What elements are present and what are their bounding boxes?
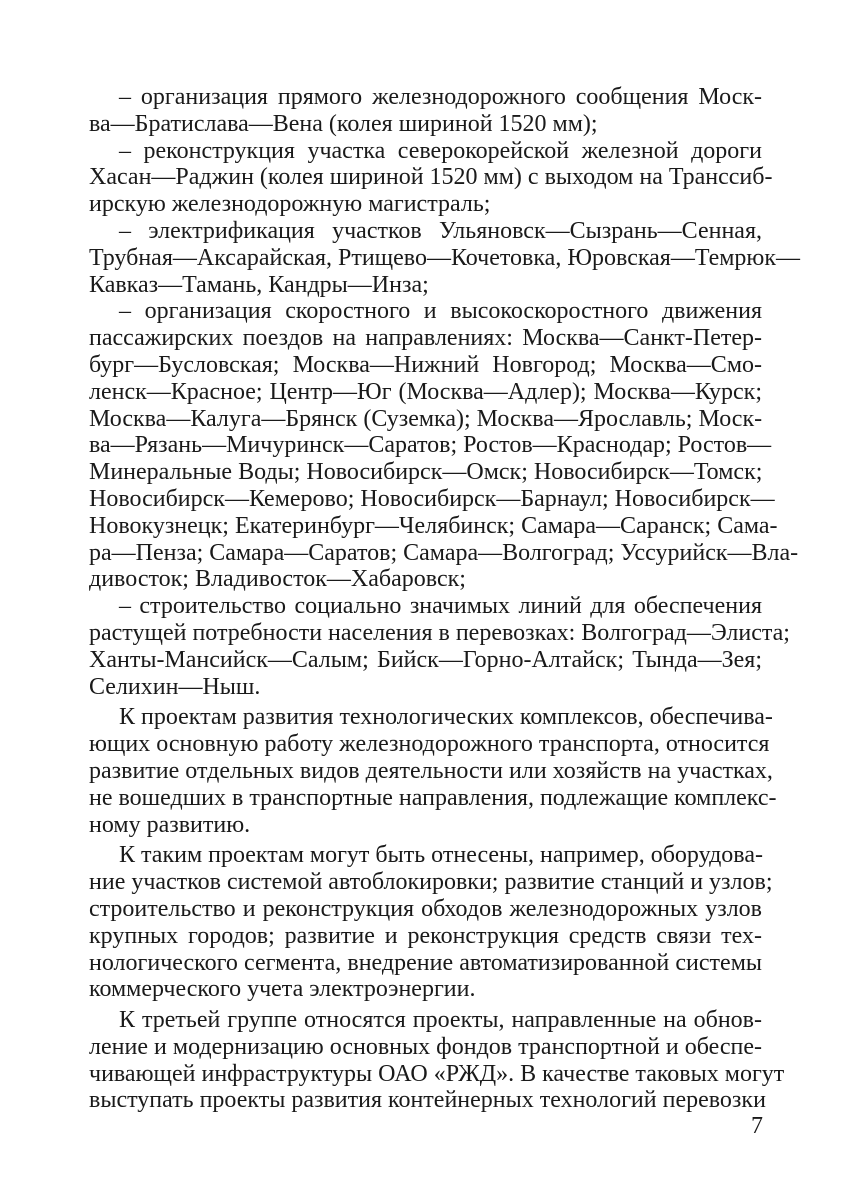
text-line: Новокузнецк; Екатеринбург—Челябинск; Самара—Саранск; Сама- [89, 512, 778, 539]
text-line: К третьей группе относятся проекты, направленные на обнов- [119, 1007, 762, 1034]
text-line: ление и модернизацию основных фондов транспортной и обеспе- [89, 1033, 762, 1060]
text-line: ющих основную работу железнодорожного транспорта, относится [89, 731, 770, 758]
text-line: Новосибирск—Кемерово; Новосибирск—Барнаул; Новосибирск— [89, 485, 775, 512]
text-line: Москва—Калуга—Брянск (Суземка); Москва—Ярославль; Моск- [89, 405, 763, 432]
text-line: – реконструкция участка северокорейской железной дороги [119, 137, 762, 164]
text-line: не вошедших в транспортные направления, подлежащие комплекс- [89, 784, 777, 811]
text-line: строительство и реконструкция обходов железнодорожных узлов [89, 895, 762, 922]
text-line: ва—Братислава—Вена (колея шириной 1520 мм); [89, 110, 598, 137]
text-line: выступать проекты развития контейнерных технологий перевозки [89, 1087, 766, 1114]
text-line: – организация прямого железнодорожного сообщения Моск- [119, 84, 762, 110]
text-line: бург—Бусловская; Москва—Нижний Новгород; Москва—Смо- [89, 351, 762, 378]
text-line: чивающей инфраструктуры ОАО «РЖД». В качестве таковых могут [89, 1060, 785, 1087]
text-line: Минеральные Воды; Новосибирск—Омск; Новосибирск—Томск; [89, 459, 763, 486]
text-line: дивосток; Владивосток—Хабаровск; [89, 566, 466, 593]
body-text [89, 84, 801, 1114]
text-line: К проектам развития технологических комплексов, обеспечива- [119, 704, 773, 731]
text-line: развитие отдельных видов деятельности или хозяйств на участках, [89, 757, 773, 784]
text-line: ние участков системой автоблокировки; развитие станций и узлов; [89, 869, 773, 896]
text-line: растущей потребности населения в перевозках: Волгоград—Элиста; [89, 619, 790, 646]
text-line: – строительство социально значимых линий для обеспечения [119, 593, 762, 620]
text-line: К таким проектам могут быть отнесены, например, оборудова- [119, 842, 763, 869]
text-line: Хасан—Раджин (колея шириной 1520 мм) с выходом на Транссиб- [89, 164, 773, 191]
text-line: Кавказ—Тамань, Кандры—Инза; [89, 271, 429, 298]
text-line: Селихин—Ныш. [89, 673, 261, 700]
page-number: 7 [751, 1113, 763, 1139]
text-line: пассажирских поездов на направлениях: Москва—Санкт-Петер- [89, 325, 762, 352]
text-line: крупных городов; развитие и реконструкция средств связи тех- [89, 922, 762, 949]
text-line: ра—Пенза; Самара—Саратов; Самара—Волгоград; Уссурийск—Вла- [89, 539, 799, 566]
text-line: нологического сегмента, внедрение автоматизированной системы [89, 949, 762, 976]
text-line: – организация скоростного и высокоскоростного движения [119, 298, 762, 325]
text-line: Трубная—Аксарайская, Ртищево—Кочетовка, Юровская—Темрюк— [89, 244, 801, 271]
text-line: ному развитию. [89, 811, 251, 838]
text-line: коммерческого учета электроэнергии. [89, 976, 476, 1003]
text-line: ва—Рязань—Мичуринск—Саратов; Ростов—Краснодар; Ростов— [89, 432, 772, 459]
text-line: ирскую железнодорожную магистраль; [89, 191, 491, 218]
text-line: – электрификация участков Ульяновск—Сызрань—Сенная, [119, 217, 762, 244]
text-line: ленск—Красное; Центр—Юг (Москва—Адлер); Москва—Курск; [89, 378, 762, 405]
text-line: Ханты-Мансийск—Салым; Бийск—Горно-Алтайск; Тында—Зея; [89, 646, 762, 673]
